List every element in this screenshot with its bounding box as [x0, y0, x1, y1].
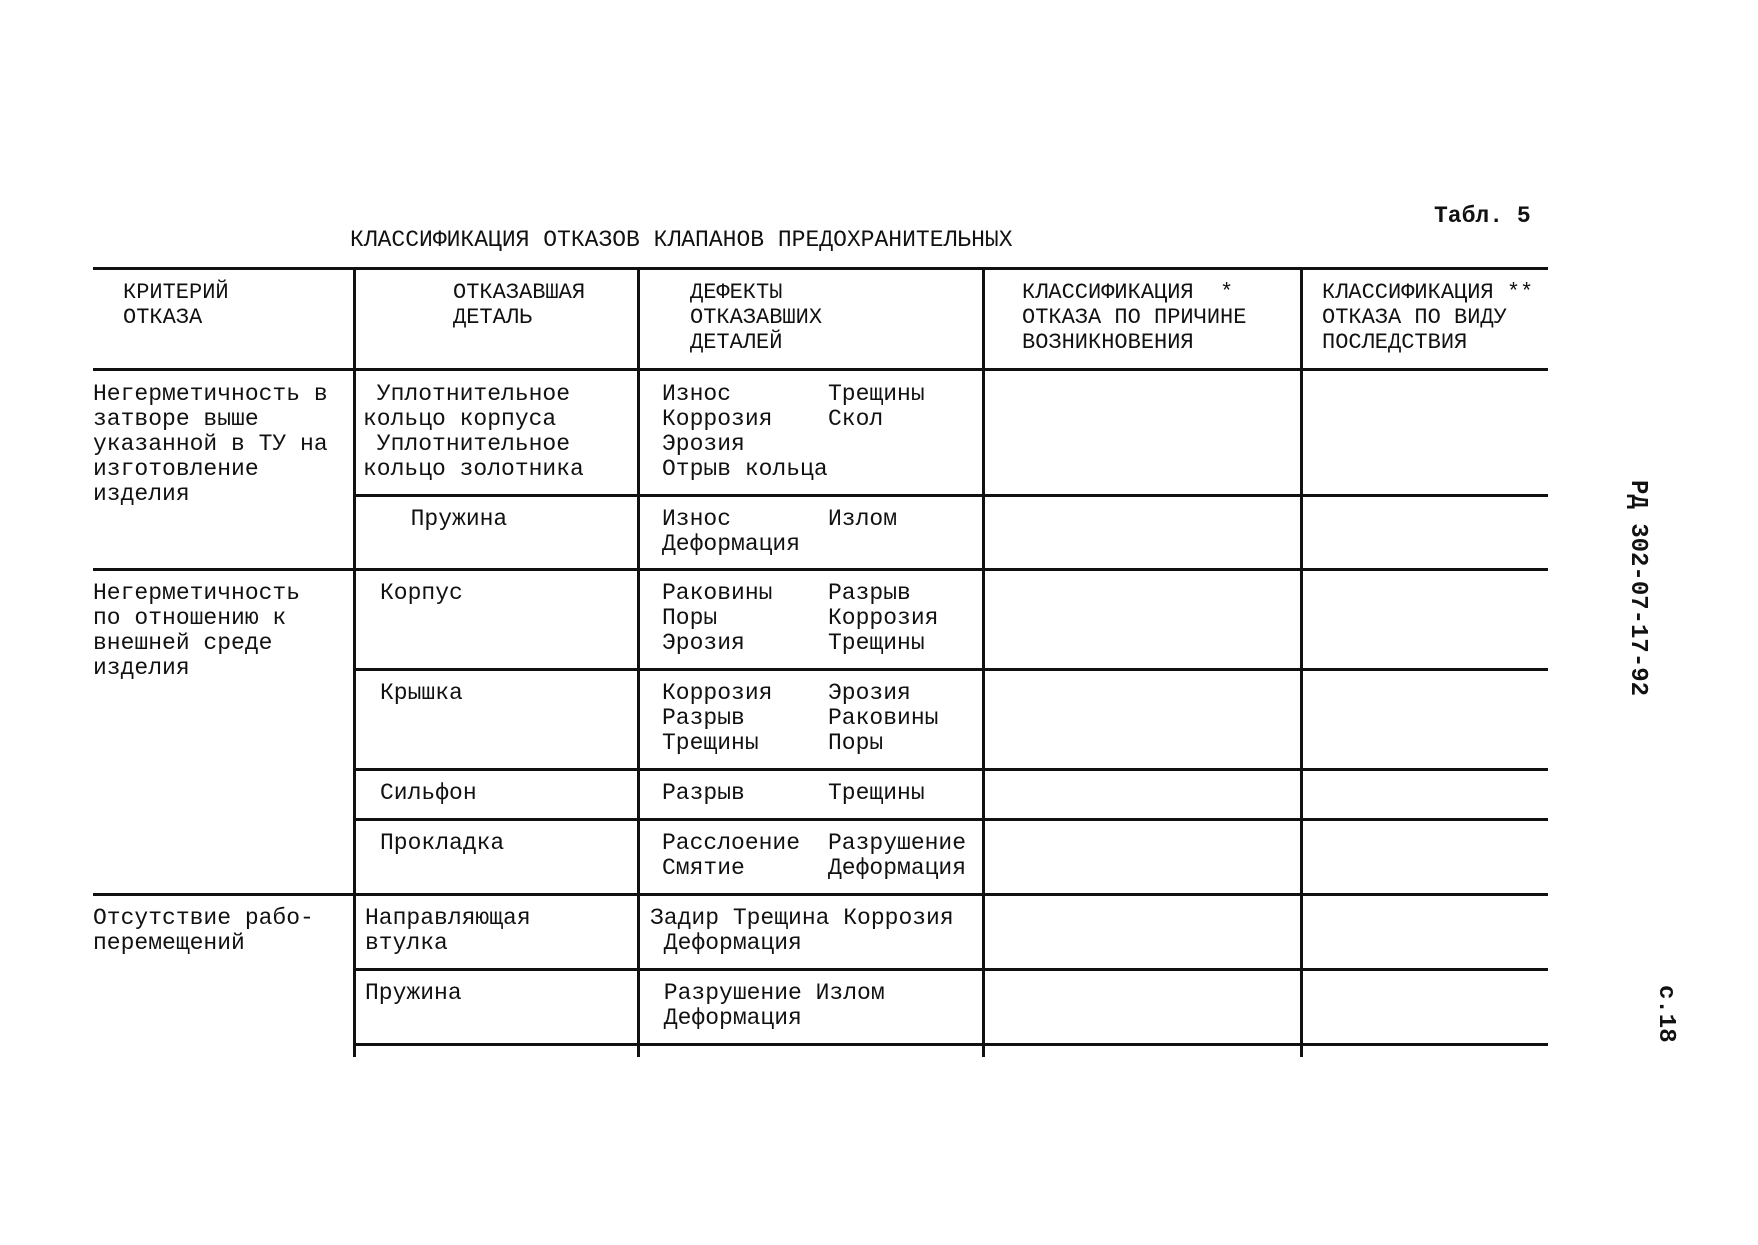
defects-cell: Коррозия Разрыв Трещины	[662, 680, 773, 756]
rule-row5	[355, 818, 1548, 821]
part-cell: Прокладка	[380, 830, 505, 856]
document-code: РД 302-07-17-92	[1624, 480, 1651, 697]
col-divider-2	[637, 267, 640, 1057]
part-cell: Уплотнительное кольцо корпуса Уплотнительное кольцо золотника	[363, 381, 584, 482]
defects-cell: Износ Деформация	[662, 506, 801, 557]
page-number: с.18	[1652, 985, 1679, 1043]
defects-cell: Раковины Поры Эрозия	[662, 580, 773, 656]
defects-cell: Излом	[828, 506, 898, 532]
rule-top	[93, 267, 1548, 270]
defects-cell: Разрушение Излом Деформация	[663, 980, 885, 1031]
part-cell: Крышка	[380, 680, 463, 706]
header-part: ОТКАЗАВШАЯ ДЕТАЛЬ	[453, 280, 586, 330]
rule-bottom	[355, 1043, 1548, 1046]
part-cell: Пружина	[383, 506, 508, 532]
rule-row4	[355, 768, 1548, 771]
defects-cell: Износ Коррозия Эрозия Отрыв кольца	[662, 381, 828, 482]
rule-row1	[355, 494, 1548, 497]
criteria-2: Негерметичность по отношению к внешней среде изделия	[93, 580, 301, 681]
defects-cell: Разрыв Коррозия Трещины	[828, 580, 939, 656]
rule-row3	[355, 668, 1548, 671]
defects-cell: Расслоение Смятие	[662, 830, 801, 881]
defects-cell: Задир Трещина Коррозия Деформация	[650, 905, 954, 956]
defects-cell: Трещины	[828, 780, 925, 806]
defects-cell: Трещины Скол	[828, 381, 925, 432]
col-divider-4	[1300, 267, 1303, 1057]
part-cell: Корпус	[380, 580, 463, 606]
defects-cell: Разрушение Деформация	[828, 830, 967, 881]
col-divider-3	[982, 267, 985, 1057]
table-number: Табл. 5	[1434, 203, 1531, 229]
rule-header-bottom	[93, 368, 1548, 371]
criteria-1: Негерметичность в затворе выше указанной в ТУ на изготовление изделия	[93, 381, 328, 507]
col-divider-1	[353, 267, 356, 1057]
header-class-cause: КЛАССИФИКАЦИЯ * ОТКАЗА ПО ПРИЧИНЕ ВОЗНИКНОВЕНИЯ	[1022, 280, 1247, 355]
rule-row7	[355, 968, 1548, 971]
defects-cell: Эрозия Раковины Поры	[828, 680, 939, 756]
rule-group2	[93, 893, 1548, 896]
header-class-effect: КЛАССИФИКАЦИЯ ** ОТКАЗА ПО ВИДУ ПОСЛЕДСТВИЯ	[1322, 280, 1534, 355]
table-title: КЛАССИФИКАЦИЯ ОТКАЗОВ КЛАПАНОВ ПРЕДОХРАНИТЕЛЬНЫХ	[350, 227, 1013, 253]
criteria-3: Отсутствие рабо- перемещений	[93, 905, 314, 956]
part-cell: Направляющая втулка	[365, 905, 531, 956]
defects-cell: Разрыв	[662, 780, 745, 806]
part-cell: Сильфон	[380, 780, 477, 806]
part-cell: Пружина	[365, 980, 462, 1006]
header-criteria: КРИТЕРИЙ ОТКАЗА	[123, 280, 229, 330]
rule-group1	[93, 568, 1548, 571]
header-defects: ДЕФЕКТЫ ОТКАЗАВШИХ ДЕТАЛЕЙ	[690, 280, 823, 355]
